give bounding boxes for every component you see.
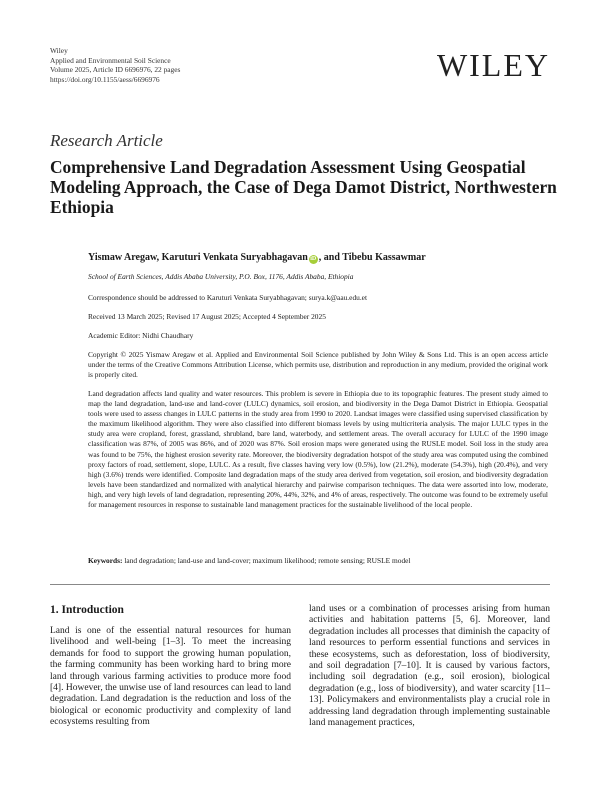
volume-info: Volume 2025, Article ID 6696976, 22 pages bbox=[50, 65, 181, 75]
section-heading-introduction: 1. Introduction bbox=[50, 604, 124, 616]
article-type: Research Article bbox=[50, 131, 163, 150]
column-right bbox=[309, 604, 550, 729]
author-list bbox=[88, 251, 548, 264]
orcid-icon[interactable]: iD bbox=[310, 256, 317, 262]
abstract: Land degradation affects land quality and water resources. This problem is severe in Ethiopia due to its topographic features. The present study aimed to map the land degradation, land-use and land-cover (LULC) dynamics, soil erosion, and biodiversity in the Dega Damot District in Ethiopia. Geospatial tools were used to assess changes in LULC patterns in the study area from 1990 to 2020. Landsat images were classified using supervised classification by the maximum likelihood algorithm. They were also classified into different biomass levels by using multicriteria analysis. The major LULC types in the study area were cropland, forest, grassland, shrubland, bare land, waterbody, and settlement areas. The overall accuracy for LULC of the 1990 image classification was 87%, of 2005 was 86%, and of 2020 was 87%. Soil erosion maps were generated using the RUSLE model. Soil loss in the study area was found to be 75%, the highest erosion severity rate. Moreover, the biodiversity degradation hotspot of the study area was computed using the combined proxy factors of road, settlement, slope, LULC. As a result, five classes having very low (0.5%), low (21.2%), moderate (54.3%), high (20.4%), and very high (3.6%) trends were identified. Composite land degradation maps of the study area derived from vegetation, soil erosion, and biodiversity degradation levels have been standardized and normalized with analytical hierarchy and pairwise comparison techniques. The data were assorted into low, moderate, high, and very high levels of land degradation, representing 20%, 44%, 32%, and 4% of areas, respectively. The outcome was found to be extremely useful for management resources in response to sustainable land management practices for the sustainable livelihood of the local people. bbox=[88, 389, 548, 510]
section-divider bbox=[50, 584, 550, 585]
affiliation: School of Earth Sciences, Addis Ababa University, P.O. Box, 1176, Addis Ababa, Ethiopia bbox=[88, 272, 354, 281]
received-dates: Received 13 March 2025; Revised 17 August 2025; Accepted 4 September 2025 bbox=[88, 312, 326, 321]
doi-link[interactable]: https://doi.org/10.1155/aess/6696976 bbox=[50, 74, 160, 84]
intro-paragraph-right: land uses or a combination of processes arising from human activities and habitation patterns [5, 6]. Moreover, land degradation includes all processes that diminish the capacity of land resources to perform essential functions and services in these ecosystems, such as deforestation, loss of biodiversity, and soil degradation [7–10]. It is caused by various factors, including soil degradation (e.g., soil erosion), biological degradation (e.g., loss of biodiversity), and water scarcity [11–13]. Policymakers and environmentalists play a crucial role in addressing land degradation through implementing sustainable land management practices, bbox=[309, 604, 550, 729]
authors-first: Yismaw Aregaw, Karuturi Venkata Suryabhagavan bbox=[88, 252, 308, 263]
journal-name: Applied and Environmental Soil Science bbox=[50, 55, 171, 65]
correspondence: Correspondence should be addressed to Karuturi Venkata Suryabhagavan; surya.k@aau.edu.et bbox=[88, 293, 368, 302]
article-title: Comprehensive Land Degradation Assessment Using Geospatial Modeling Approach, the Case of Dega Damot District, Northwestern Ethiopia bbox=[50, 157, 557, 217]
keywords bbox=[88, 556, 548, 566]
journal-meta bbox=[50, 46, 180, 84]
wiley-logo: WILEY bbox=[436, 47, 550, 83]
keywords-label: Keywords: bbox=[88, 556, 123, 565]
publisher-name: Wiley bbox=[50, 46, 68, 55]
authors-last: , and Tibebu Kassawmar bbox=[318, 252, 426, 263]
column-left bbox=[50, 603, 291, 729]
copyright-notice: Copyright © 2025 Yismaw Aregaw et al. Applied and Environmental Soil Science published by John Wiley & Sons Ltd. This is an open access article under the terms of the Creative Commons Attribution License, which permits use, distribution and reproduction in any medium, provided the original work is properly cited. bbox=[88, 350, 548, 379]
keywords-list: land degradation; land-use and land-cover; maximum likelihood; remote sensing; RUSLE model bbox=[124, 556, 411, 565]
academic-editor: Academic Editor: Nidhi Chaudhary bbox=[88, 331, 194, 340]
intro-paragraph-left: Land is one of the essential natural resources for human livelihood and well-being [1–3]. To meet the increasing demands for food to support the growing human population, the farming community has been working hard to bring more land through various farming activities to produce more food [4]. However, the unwise use of land resources can lead to land degradation. Land degradation is the reduction and loss of the biological or economic productivity and complexity of land ecosystems resulting from bbox=[50, 626, 291, 728]
